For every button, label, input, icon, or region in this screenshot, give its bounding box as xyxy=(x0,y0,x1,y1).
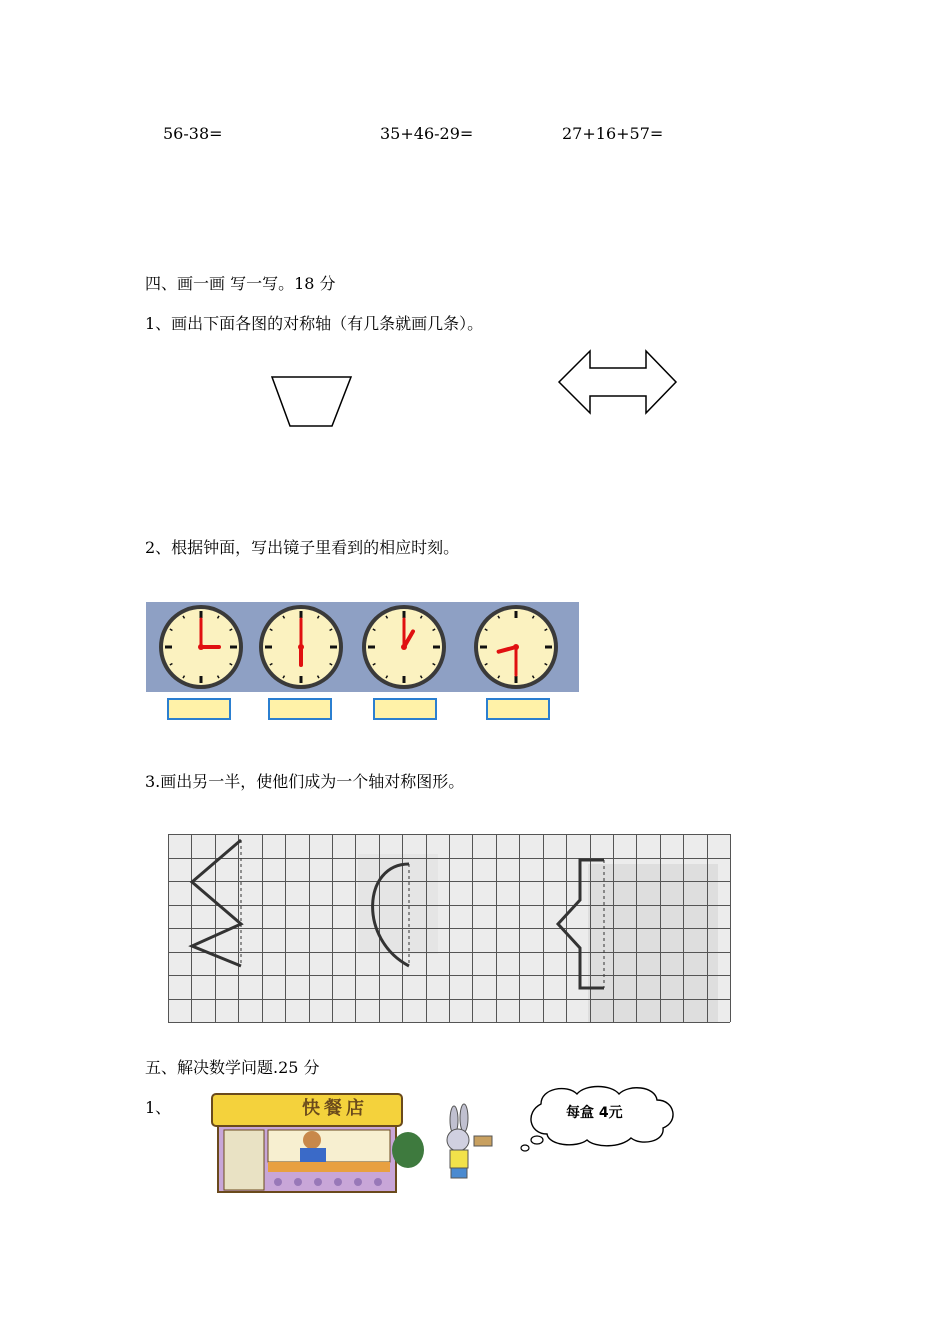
answer-box-4[interactable] xyxy=(486,698,550,720)
price-text: 每盒 4元 xyxy=(566,1105,623,1121)
answer-box-1[interactable] xyxy=(167,698,231,720)
question-2: 2、根据钟面，写出镜子里看到的相应时刻。 xyxy=(145,538,460,557)
question-1: 1、画出下面各图的对称轴（有几条就画几条）。 xyxy=(145,314,484,333)
problem-3: 27+16+57= xyxy=(562,124,664,143)
clock-2 xyxy=(259,605,343,689)
question-5-1-label: 1、 xyxy=(145,1098,172,1117)
trapezoid-figure xyxy=(268,374,356,430)
section5-title: 五、解决数学问题.25 分 xyxy=(145,1058,320,1077)
symmetry-grid xyxy=(168,834,732,1024)
clock-panel xyxy=(146,602,579,692)
clock-faces xyxy=(146,602,579,692)
answer-box-2[interactable] xyxy=(268,698,332,720)
double-arrow-figure xyxy=(556,348,680,418)
section4-title: 四、画一画 写一写。18 分 xyxy=(145,274,336,293)
clock-1 xyxy=(159,605,243,689)
problem-1: 56-38= xyxy=(163,124,223,143)
problem-2: 35+46-29= xyxy=(380,124,474,143)
question-3: 3.画出另一半，使他们成为一个轴对称图形。 xyxy=(145,772,465,791)
clock-4 xyxy=(474,605,558,689)
answer-box-3[interactable] xyxy=(373,698,437,720)
shop-sign: 快餐店 xyxy=(302,1098,368,1119)
clock-3 xyxy=(362,605,446,689)
